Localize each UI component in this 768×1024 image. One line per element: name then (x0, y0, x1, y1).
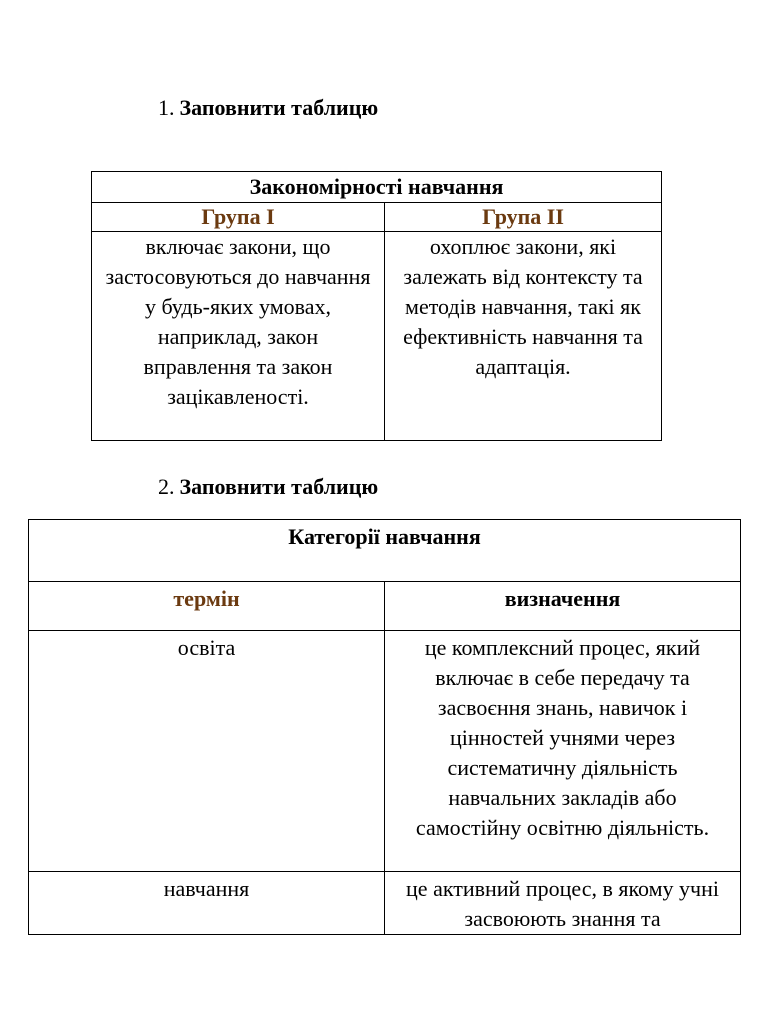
table-row (29, 872, 741, 935)
group-1-description: включає закони, що застосовуються до навчання у будь-яких умовах, наприклад, закон вправлення та закон зацікавленості. (92, 232, 385, 441)
task-1-number: 1. (158, 95, 175, 120)
table-header-row (29, 582, 741, 631)
table-row (92, 232, 662, 441)
table-2-title: Категорії навчання (29, 520, 741, 582)
group-1-header: Група I (92, 203, 385, 232)
task-1-heading (158, 95, 378, 121)
table-1-title: Закономірності навчання (92, 172, 662, 203)
task-2-heading (158, 474, 378, 500)
table-header-row (92, 203, 662, 232)
task-2-number: 2. (158, 474, 175, 499)
learning-categories-table (28, 519, 741, 935)
definition-column-header: визначення (385, 582, 741, 631)
term-cell: освіта (29, 631, 385, 872)
term-column-header: термін (29, 582, 385, 631)
definition-cell: це комплексний процес, який включає в себе передачу та засвоєння знань, навичок і цінностей учнями через систематичну діяльність навчальних закладів або самостійну освітню діяльність. (385, 631, 741, 872)
group-2-description: охоплює закони, які залежать від контексту та методів навчання, такі як ефективність навчання та адаптація. (385, 232, 662, 441)
table-row (29, 631, 741, 872)
group-2-header: Група II (385, 203, 662, 232)
learning-regularities-table (91, 171, 662, 441)
task-2-text: Заповнити таблицю (179, 474, 379, 499)
table-title-row (29, 520, 741, 582)
definition-cell: це активний процес, в якому учні засвоюють знання та (385, 872, 741, 935)
table-title-row (92, 172, 662, 203)
term-cell: навчання (29, 872, 385, 935)
task-1-text: Заповнити таблицю (179, 95, 379, 120)
